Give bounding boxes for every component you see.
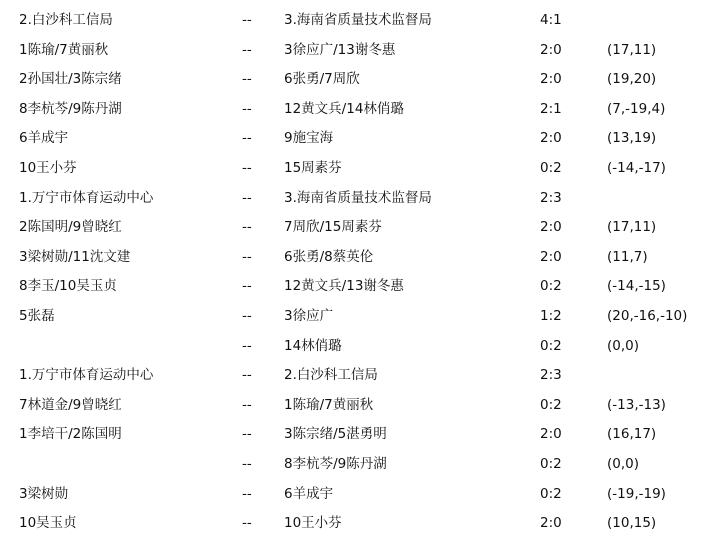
result-row [0,420,704,450]
versus-separator: -- [242,248,252,265]
away-entry: 3.海南省质量技术监督局 [284,189,432,206]
result-row [0,124,704,154]
versus-separator: -- [242,367,252,384]
match-score: 2:3 [540,189,562,206]
game-scores: (17,11) [607,41,657,58]
away-entry: 8李杭芩/9陈丹湖 [284,455,387,472]
home-entry: 2孙国壮/3陈宗绪 [19,71,122,88]
result-row [0,95,704,125]
game-scores: (11,7) [607,248,648,265]
match-score: 0:2 [540,278,562,295]
match-score: 0:2 [540,337,562,354]
home-entry: 8李杭芩/9陈丹湖 [19,100,122,117]
away-entry: 6张勇/8蔡英伦 [284,248,374,265]
match-score: 1:2 [540,307,562,324]
versus-separator: -- [242,455,252,472]
home-entry: 6羊成宇 [19,130,69,147]
home-entry: 1陈瑜/7黄丽秋 [19,41,109,58]
home-entry: 8李玉/10吴玉贞 [19,278,117,295]
home-entry: 10王小芬 [19,159,77,176]
match-score: 0:2 [540,485,562,502]
away-entry: 10王小芬 [284,515,342,532]
result-row [0,391,704,421]
home-entry: 3梁树勋/11沈文建 [19,248,131,265]
match-score: 2:0 [540,515,562,532]
match-score: 2:0 [540,71,562,88]
versus-separator: -- [242,130,252,147]
game-scores: (19,20) [607,71,657,88]
game-scores: (-14,-15) [607,278,666,295]
result-row [0,243,704,273]
game-scores: (7,-19,4) [607,100,666,117]
team-match-row [0,361,704,391]
versus-separator: -- [242,515,252,532]
versus-separator: -- [242,426,252,443]
match-score: 2:0 [540,248,562,265]
result-row [0,332,704,362]
versus-separator: -- [242,337,252,354]
away-entry: 3.海南省质量技术监督局 [284,12,432,28]
home-entry: 2.白沙科工信局 [19,12,113,28]
away-entry: 1陈瑜/7黄丽秋 [284,396,374,413]
match-score: 2:1 [540,100,562,117]
away-entry: 12黄文兵/14林俏璐 [284,100,404,117]
versus-separator: -- [242,100,252,117]
match-score: 0:2 [540,455,562,472]
game-scores: (0,0) [607,337,640,354]
versus-separator: -- [242,485,252,502]
home-entry: 2陈国明/9曾晓红 [19,219,122,236]
game-scores: (13,19) [607,130,657,147]
match-score: 2:0 [540,426,562,443]
versus-separator: -- [242,396,252,413]
away-entry: 6张勇/7周欣 [284,71,360,88]
result-row [0,154,704,184]
home-entry: 1.万宁市体育运动中心 [19,367,154,384]
result-row [0,213,704,243]
game-scores: (16,17) [607,426,657,443]
away-entry: 2.白沙科工信局 [284,367,378,384]
away-entry: 3陈宗绪/5湛勇明 [284,426,387,443]
home-entry: 5张磊 [19,307,55,324]
game-scores: (-14,-17) [607,159,666,176]
game-scores: (0,0) [607,455,640,472]
home-entry: 3梁树勋 [19,485,69,502]
game-scores: (17,11) [607,219,657,236]
away-entry: 3徐应广/13谢冬惠 [284,41,396,58]
home-entry: 1李培干/2陈国明 [19,426,122,443]
versus-separator: -- [242,307,252,324]
team-match-row [0,184,704,214]
game-scores: (10,15) [607,515,657,532]
versus-separator: -- [242,278,252,295]
team-match-row [0,6,704,36]
versus-separator: -- [242,12,252,28]
result-row [0,302,704,332]
away-entry: 14林俏璐 [284,337,342,354]
away-entry: 12黄文兵/13谢冬惠 [284,278,404,295]
result-row [0,272,704,302]
match-results-table [0,6,704,539]
match-score: 2:0 [540,219,562,236]
match-score: 4:1 [540,12,562,28]
game-scores: (20,-16,-10) [607,307,688,324]
home-entry: 7林道金/9曾晓红 [19,396,122,413]
away-entry: 3徐应广 [284,307,334,324]
game-scores: (-13,-13) [607,396,666,413]
result-row [0,509,704,539]
match-score: 2:0 [540,130,562,147]
result-row [0,480,704,510]
away-entry: 6羊成宇 [284,485,334,502]
away-entry: 9施宝海 [284,130,334,147]
match-score: 2:0 [540,41,562,58]
home-entry: 10吴玉贞 [19,515,77,532]
versus-separator: -- [242,71,252,88]
match-score: 0:2 [540,396,562,413]
home-entry: 1.万宁市体育运动中心 [19,189,154,206]
match-score: 0:2 [540,159,562,176]
versus-separator: -- [242,159,252,176]
versus-separator: -- [242,219,252,236]
away-entry: 7周欣/15周素芬 [284,219,382,236]
away-entry: 15周素芬 [284,159,342,176]
result-row [0,36,704,66]
result-row [0,65,704,95]
versus-separator: -- [242,189,252,206]
match-score: 2:3 [540,367,562,384]
result-row [0,450,704,480]
game-scores: (-19,-19) [607,485,666,502]
versus-separator: -- [242,41,252,58]
